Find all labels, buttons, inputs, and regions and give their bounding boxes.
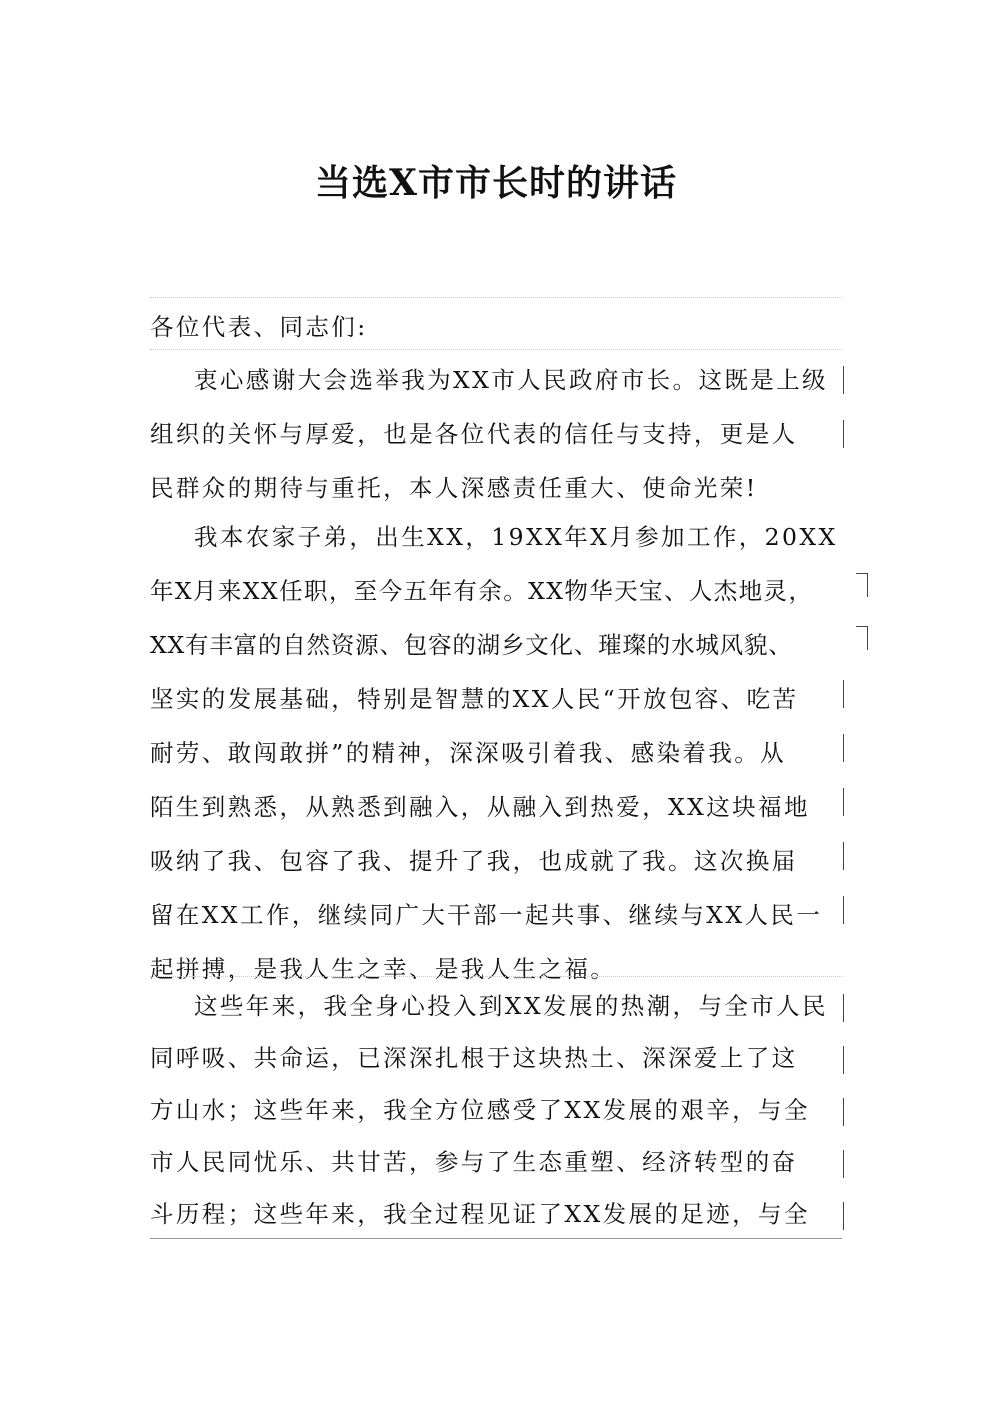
text-boundary-mark xyxy=(843,1046,844,1074)
text-boundary-mark xyxy=(843,896,844,924)
paragraph-line: XX有丰富的自然资源、包容的湖乡文化、璀璨的水城风貌、 xyxy=(150,631,793,659)
section-divider xyxy=(150,976,842,977)
paragraph-line: 耐劳、敢闯敢拼”的精神，深深吸引着我、感染着我。从 xyxy=(150,739,787,767)
text-boundary-mark xyxy=(843,1150,844,1178)
paragraph-line: 起拼搏，是我人生之幸、是我人生之福。 xyxy=(150,955,617,983)
paragraph-line: 我本农家子弟，出生XX，19XX年X月参加工作，20XX xyxy=(194,523,838,551)
text-boundary-mark xyxy=(843,366,844,394)
paragraph-line: 斗历程；这些年来，我全过程见证了XX发展的足迹，与全 xyxy=(150,1200,810,1228)
paragraph-line: 吸纳了我、包容了我、提升了我，也成就了我。这次换届 xyxy=(150,847,798,875)
text-boundary-mark xyxy=(843,734,844,762)
text-boundary-mark xyxy=(843,842,844,870)
paragraph-line: 陌生到熟悉，从熟悉到融入，从融入到热爱，XX这块福地 xyxy=(150,793,810,821)
paragraph-line: 坚实的发展基础，特别是智慧的XX人民“开放包容、吃苦 xyxy=(150,685,799,713)
page-bottom-rule xyxy=(150,1238,842,1239)
paragraph-line: 留在XX工作，继续同广大干部一起共事、继续与XX人民一 xyxy=(150,901,823,929)
text-boundary-mark xyxy=(843,994,844,1022)
section-divider xyxy=(150,349,842,350)
paragraph-line: 这些年来，我全身心投入到XX发展的热潮，与全市人民 xyxy=(194,992,828,1020)
paragraph-line: 同呼吸、共命运，已深深扎根于这块热土、深深爱上了这 xyxy=(150,1044,798,1072)
document-title: 当选X市市长时的讲话 xyxy=(315,162,677,204)
text-boundary-mark xyxy=(843,1098,844,1126)
paragraph-line: 衷心感谢大会选举我为XX市人民政府市长。这既是上级 xyxy=(194,366,828,394)
section-divider xyxy=(150,297,842,298)
text-boundary-mark xyxy=(843,788,844,816)
text-boundary-mark xyxy=(843,680,844,708)
overflow-boundary-mark xyxy=(856,626,868,650)
paragraph-line: 年X月来XX任职，至今五年有余。XX物华天宝、人杰地灵， xyxy=(150,577,814,605)
salutation: 各位代表、同志们: xyxy=(150,313,368,341)
paragraph-line: 方山水；这些年来，我全方位感受了XX发展的艰辛，与全 xyxy=(150,1096,810,1124)
paragraph-line: 民群众的期待与重托，本人深感责任重大、使命光荣! xyxy=(150,474,758,502)
text-boundary-mark xyxy=(843,1202,844,1230)
paragraph-line: 市人民同忧乐、共甘苦，参与了生态重塑、经济转型的奋 xyxy=(150,1148,798,1176)
overflow-boundary-mark xyxy=(856,573,868,597)
text-boundary-mark xyxy=(843,420,844,448)
paragraph-line: 组织的关怀与厚爱，也是各位代表的信任与支持，更是人 xyxy=(150,420,798,448)
